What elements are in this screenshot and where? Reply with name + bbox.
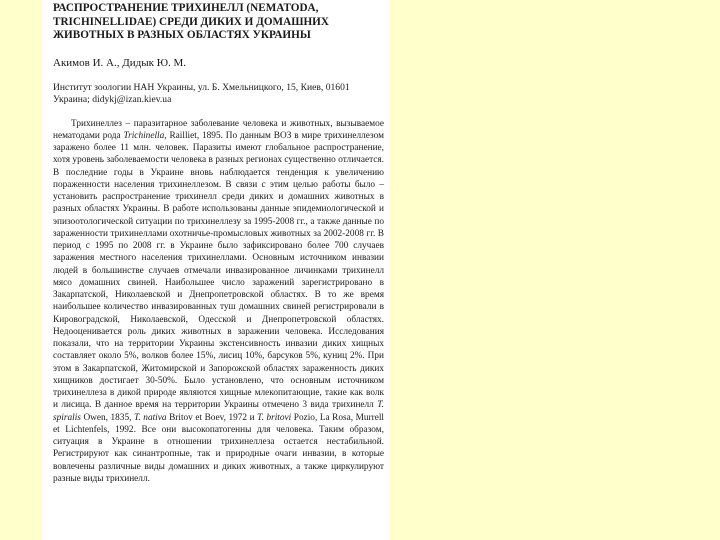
article-authors: Акимов И. А., Дидык Ю. М. [53, 56, 187, 69]
author-affiliation [53, 82, 384, 107]
abstract-text-3: Owen, 1835, [80, 412, 134, 423]
affiliation-email: Украина; didykj@izan.kiev.ua [53, 94, 172, 105]
species-name-spiralis: T. spiralis [53, 400, 384, 423]
species-name-britovi: T. britovi [257, 412, 292, 423]
genus-name: Trichinella [123, 130, 165, 141]
article-title: РАСПРОСТРАНЕНИЕ ТРИХИНЕЛЛ (NEMATODA, TRICHINELLIDAE) СРЕДИ ДИКИХ И ДОМАШНИХ ЖИВОТНЫХ В РАЗНЫХ ОБЛАСТЯХ УКРАИНЫ [53, 2, 329, 41]
abstract-text-4: Britov et Boev, 1972 и [166, 412, 258, 423]
document-page [42, 0, 390, 540]
species-name-nativa: T. nativa [133, 412, 167, 423]
affiliation-institute: Институт зоологии НАН Украины, ул. Б. Хмельницкого, 15, Киев, 01601 [53, 81, 350, 93]
abstract-text-1: Трихинеллез – паразитарное заболевание человека и животных, вызываемое нематодами рода [53, 118, 384, 141]
abstract-text-2: , Railliet, 1895. По данным ВОЗ в мире трихинеллезом заражено более 11 млн. человек. Паразиты имеют глобальное распространение, хотя уровень заболеваемости человека в разных регионах существенно отличается. В последние годы в Украине вновь наблюдается тенденция к увеличению пораженности населения трихинеллезом. В связи с этим целью работы было – установить распространение трихинелл среди диких и домашних животных в разных областях Украины. В работе использованы данные эпидемиологической и эпизоотологической ситуации по трихинеллезу за 1995-2008 гг., а также данные по зараженности трихинеллами охотничье-промысловых животных за 2002-2008 гг. В период с 1995 по 2008 гг. в Украине было зафиксировано более 700 случаев заражения местного населения трихинеллами. Основным источником инвазии людей в большинстве случаев отмечали инвазированное личинками трихинелл мясо домашних свиней. Наибольшее число заражений зарегистрировано в Закарпатской, Николаевской и Днепропетровской областях. В то же время наибольшее количество инвазированных туш домашних свиней регистрировали в Кировоградской, Николаевской, Одесской и Днепропетровской областях. Недооценивается роль диких животных в заражении человека. Исследования показали, что на территории Украины экстенсивность инвазии диких хищных составляет около 5%, волков более 15%, лисиц 10%, барсуков 5%, куниц 2%. При этом в Закарпатской, Житомирской и Запорожской областях зараженность диких хищников достигает 30-50%. Было установлено, что основным источником трихинеллеза в дикой природе являются хищные млекопитающие, такие как волк и лисица. В данное время на территории Украины отмечено 3 вида трихинелл [53, 130, 384, 411]
abstract-text-5: Pozio, La Rosa, Murrell et Lichtenfels, 1992. Все они высокопатогенны для человека. Таким образом, ситуация в Украине в отношении трихинеллеза остается нестабильной. Регистрируют как синантропные, так и природные очаги инвазии, в которые вовлечены различные виды домашних и диких животных, а также циркулируют разные виды трихинелл. [53, 412, 385, 484]
abstract-paragraph [53, 118, 384, 486]
